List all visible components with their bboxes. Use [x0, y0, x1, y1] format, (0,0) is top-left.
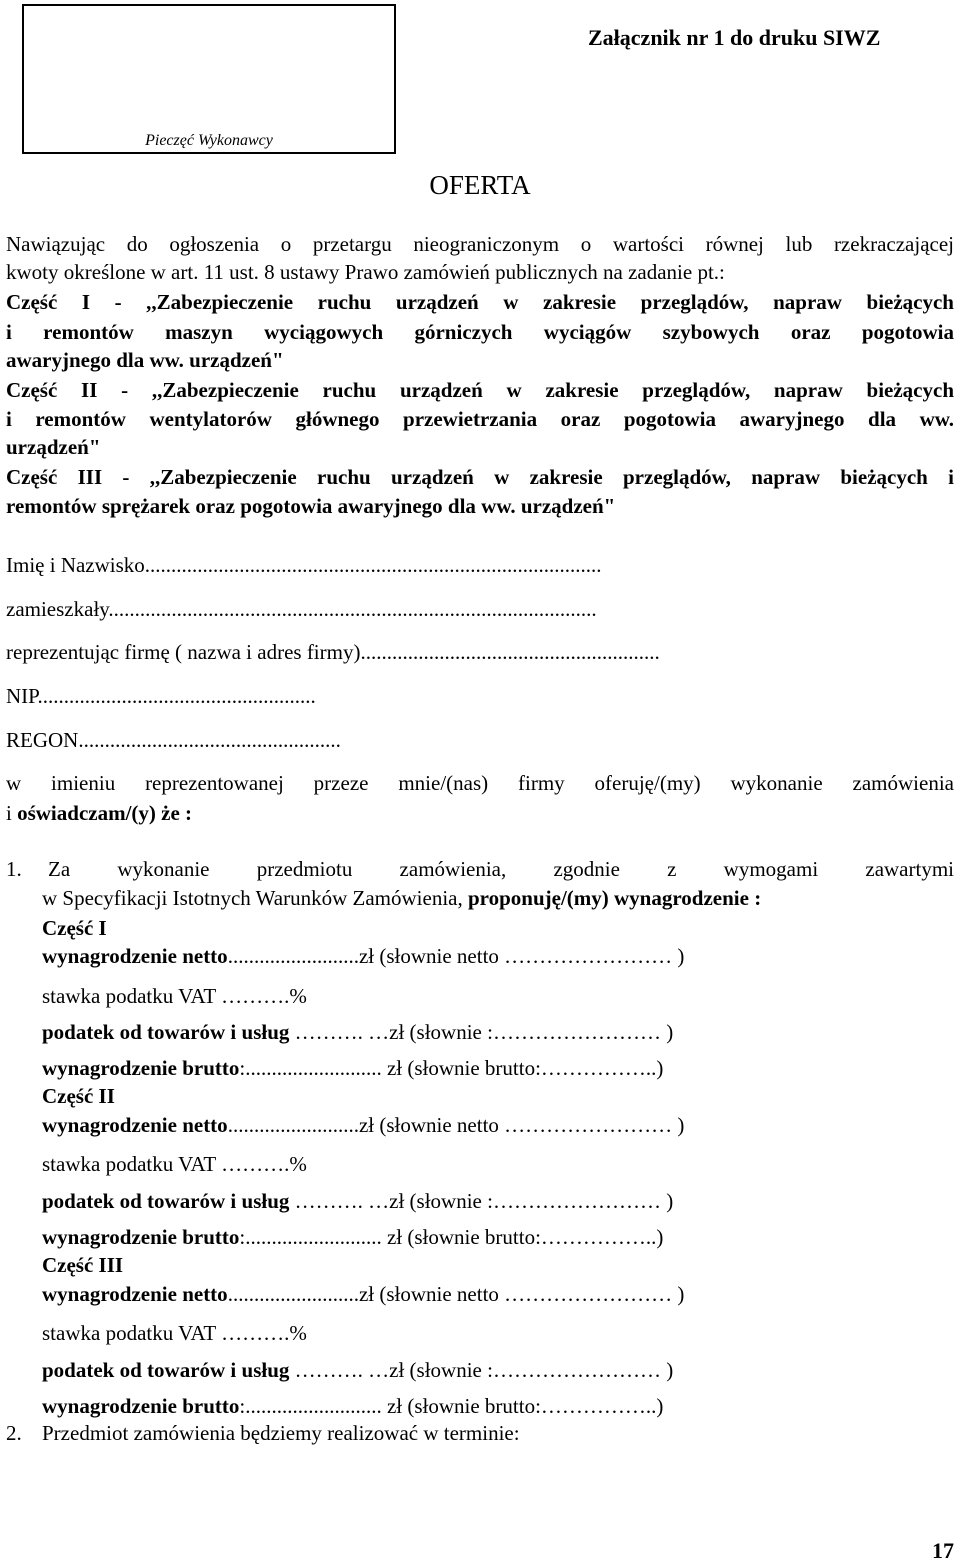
contractor-stamp-box [22, 4, 396, 154]
address-field: zamieszkały............................................................................................. [6, 597, 597, 621]
section-3-vat: stawka podatku VAT ……….% [42, 1321, 307, 1345]
declaration-line-1: w imieniu reprezentowanej przeze mnie/(nas) firmy oferuję/(my) wykonanie zamówienia [6, 771, 954, 795]
nip-field: NIP..................................................... [6, 684, 316, 708]
section-2-gross: wynagrodzenie brutto:.......................... zł (słownie brutto:……………..) [42, 1225, 664, 1249]
section-1-net: wynagrodzenie netto.........................zł (słownie netto …………………… ) [42, 944, 685, 968]
regon-field: REGON.................................................. [6, 728, 341, 752]
part3-line-2: remontów sprężarek oraz pogotowia awaryjnego dla ww. urządzeń" [6, 494, 616, 518]
company-field: reprezentując firmę ( nazwa i adres firmy)......................................................... [6, 640, 660, 664]
part2-line-3: urządzeń" [6, 435, 101, 459]
document-title: OFERTA [429, 170, 531, 200]
point-1-line-1: Za wykonanie przedmiotu zamówienia, zgodnie z wymogami zawartymi [48, 857, 954, 881]
page-number: 17 [932, 1538, 954, 1563]
section-1-tax: podatek od towarów i usług ………. …zł (słownie :…………………… ) [42, 1020, 674, 1044]
part2-line-1: Część II - ,,Zabezpieczenie ruchu urządzeń w zakresie przeglądów, napraw bieżących [6, 378, 954, 402]
part3-line-1: Część III - ,,Zabezpieczenie ruchu urządzeń w zakresie przeglądów, napraw bieżących i [6, 465, 954, 489]
section-3-heading: Część III [42, 1253, 124, 1277]
section-2-tax: podatek od towarów i usług ………. …zł (słownie :…………………… ) [42, 1189, 674, 1213]
section-1-gross: wynagrodzenie brutto:.......................... zł (słownie brutto:……………..) [42, 1056, 664, 1080]
part1-line-1: Część I - ,,Zabezpieczenie ruchu urządzeń w zakresie przeglądów, napraw bieżących [6, 290, 954, 314]
point-1-number: 1. [6, 857, 22, 881]
section-3-tax: podatek od towarów i usług ………. …zł (słownie :…………………… ) [42, 1358, 674, 1382]
part1-line-3: awaryjnego dla ww. urządzeń" [6, 348, 284, 372]
section-1-vat: stawka podatku VAT ……….% [42, 984, 307, 1008]
declaration-line-2: i oświadczam/(y) że : [6, 801, 193, 825]
point-2-text: Przedmiot zamówienia będziemy realizować w terminie: [42, 1421, 520, 1445]
point-1-line-2: w Specyfikacji Istotnych Warunków Zamówienia, proponuję/(my) wynagrodzenie : [42, 886, 762, 910]
section-1-heading: Część I [42, 916, 107, 940]
section-2-heading: Część II [42, 1084, 115, 1108]
name-field: Imię i Nazwisko....................................................................................... [6, 553, 602, 577]
section-3-gross: wynagrodzenie brutto:.......................... zł (słownie brutto:……………..) [42, 1394, 664, 1418]
section-2-vat: stawka podatku VAT ……….% [42, 1152, 307, 1176]
section-3-net: wynagrodzenie netto.........................zł (słownie netto …………………… ) [42, 1282, 685, 1306]
intro-line-2: kwoty określone w art. 11 ust. 8 ustawy Prawo zamówień publicznych na zadanie pt.: [6, 260, 725, 284]
part2-line-2: i remontów wentylatorów głównego przewietrzania oraz pogotowia awaryjnego dla ww. [6, 407, 954, 431]
annex-title: Załącznik nr 1 do druku SIWZ [588, 25, 881, 50]
section-2-net: wynagrodzenie netto.........................zł (słownie netto …………………… ) [42, 1113, 685, 1137]
intro-line-1: Nawiązując do ogłoszenia o przetargu nieograniczonym o wartości równej lub rzekraczającej [6, 232, 954, 256]
part1-line-2: i remontów maszyn wyciągowych górniczych wyciągów szybowych oraz pogotowia [6, 320, 954, 344]
point-2-number: 2. [6, 1421, 22, 1445]
stamp-label: Pieczęć Wykonawcy [145, 132, 273, 149]
